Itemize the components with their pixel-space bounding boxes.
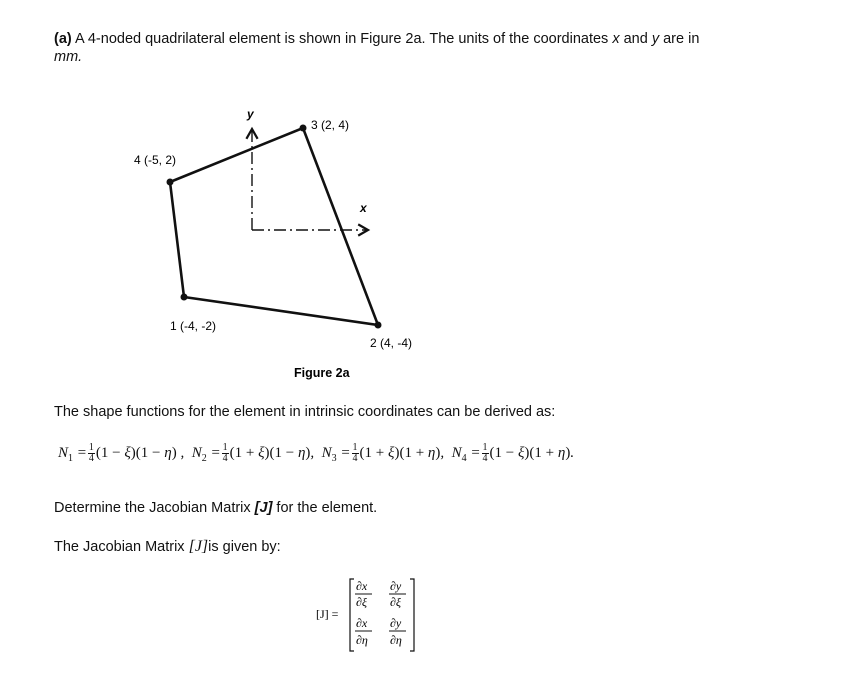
unit-mm: mm. [54,49,83,65]
j-symbol-2: [J] [188,538,209,555]
node-1-dot [181,294,188,301]
right-bracket [410,579,414,651]
node-3-dot [300,125,307,132]
dy-num-1: ∂y [390,579,402,593]
node-3-label: 3 (2, 4) [311,118,350,132]
question-body-1: A 4-noded quadrilateral element is shown in Figure 2a. The units of the coordinates [71,31,613,47]
frac-n1: $\frac{1}{4}$ [88,442,94,464]
deta-den-2: ∂η [390,633,402,647]
figure-caption: Figure 2a [294,366,350,380]
determine-task: Determine the Jacobian Matrix [J] for the element. [54,500,378,516]
left-bracket [350,579,354,651]
node-2-label: 2 (4, -4) [370,336,413,350]
deta-den-1: ∂η [356,633,368,647]
dxi-den-1: ∂ξ [356,595,368,609]
jacobian-given: The Jacobian Matrix [J]is given by: [54,538,281,555]
axis-y-label: y [247,107,254,121]
axis-x-label: x [360,201,367,215]
node-4-dot [167,179,174,186]
part-label: (a) [54,31,72,47]
shape-functions-intro: The shape functions for the element in intrinsic coordinates can be derived as: [54,404,556,420]
frac-n2: $\frac{1}{4}$ [222,442,228,464]
shape-functions-equation: $N_1$ = $\frac{1}{4}$ (1 − ξ)(1 − η) , $N_2$ = $\frac{1}{4}$ (1 + ξ)(1 − η), $N_3$ = $\frac{1}{4}$ (1 + ξ)(1 + η), $N_4$ = $\frac{1}{4}$ (1 − ξ)(1 + η). [58,442,575,464]
node-2-dot [375,322,382,329]
dxi-den-2: ∂ξ [390,595,402,609]
var-x: x [612,31,620,47]
frac-n3: $\frac{1}{4}$ [352,442,358,464]
dx-num-2: ∂x [356,616,368,630]
jacobian-lhs: [J] = [316,607,339,621]
quad-element [170,128,378,325]
frac-n4: $\frac{1}{4}$ [482,442,488,464]
n1-symbol: N [58,444,69,461]
node-1-label: 1 (-4, -2) [170,319,217,333]
jacobian-matrix [314,575,444,655]
node-4-label: 4 (-5, 2) [134,153,177,167]
question-body-2: are in [659,31,700,47]
question-and: and [619,31,652,47]
dy-num-2: ∂y [390,616,402,630]
dx-num-1: ∂x [356,579,368,593]
j-symbol-1: [J] [254,500,273,516]
var-y: y [651,31,660,47]
